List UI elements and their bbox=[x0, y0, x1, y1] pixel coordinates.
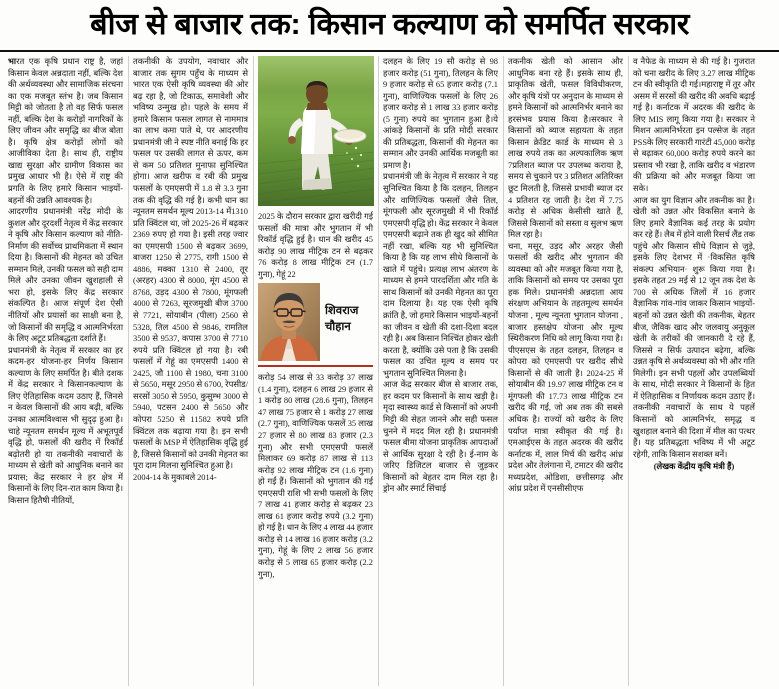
paragraph: करोड़ 54 लाख से 33 करोड़ 37 लाख (1.4 गुना), दलहन 6 लाख 29 हजार से 1 करोड़ 80 लाख (28.6 गुना), तिलहन 47 लाख 75 हजार से 1 करोड़ 27 लाख (2.7 गुना), वाणिज्यिक फसलें 35 लाख 27 हजार से 80 लाख 83 हजार (2.3 गुना) और सभी एमएसपी फसलें मिलाकर 69 करोड़ 87 लाख से 113 करोड़ 92 लाख मीट्रिक टन (1.6 गुना) हो गईं हैं। किसानों को भुगतान की गई एमएसपी राशि भी सभी फसलों के लिए 7 लाख 41 हजार करोड़ से बढ़कर 23 लाख 61 हजार करोड़ रुपये (3.2 गुना) हो गई है। धान के लिए 4 लाख 44 हजार करोड़ से 14 लाख 16 हजार करोड़ (3.2 गुना), गेहूं के लिए 2 लाख 56 हजार करोड़ से 5 लाख 65 हजार करोड़ (2.2 गुना), bbox=[258, 373, 373, 579]
paragraph: प्रधानमंत्री के नेतृत्व में सरकार का हर कदम-हर योजना-हर निर्णय किसान कल्याण के लिए समर्पित है। बीते दशक में केंद्र सरकार ने किसानकल्याण के लिए ऐतिहासिक कदम उठाए हैं, जिनसे न केवल किसानों की आय बढ़ी, बल्कि उनका आत्मविश्वास भी सुदृढ़ हुआ है। चाहे न्यूनतम समर्थन मूल्य में अभूतपूर्व वृद्धि हो, फसलों की खरीद में रिकॉर्ड बढ़ोतरी हो या तकनीकी नवाचारों के माध्यम से खेती को आधुनिक बनाने का प्रयास; केंद्र सरकार ने हर क्षेत्र में किसानों के लिए दिन-रात काम किया है। किसान हितैषी नीतियों, bbox=[8, 345, 123, 505]
paragraph: आज का युग विज्ञान और तकनीक का है। खेती को उन्नत और विकसित बनाने के लिए हमारे वैज्ञानिक कई तरह के प्रयोग कर रहे हैं। लैब में होने वाली रिसर्च लैंड तक पहुंचे और किसान सीधे विज्ञान से जुड़े, इसके लिए देशभर में ·विकसित कृषि संकल्प अभियान· शुरू किया गया है। इसके तहत 29 मई से 12 जून तक देश के 700 से अधिक जिलों में 16 हजार वैज्ञानिक गांव-गांव जाकर किसान भाइयों-बहनों को उन्नत खेती की तकनीक, बेहतर बीज, जैविक खाद और जलवायु अनुकूल खेती के तरीकों की जानकारी दे रहे हैं, जिससे न सिर्फ उत्पादन बढ़ेगा, बल्कि उन्नत कृषि से अर्थव्यवस्था को भी और गति मिलेगी। इन सभी पहलों और उपलब्धियों के साथ, मोदी सरकार ने किसानों के हित में ऐतिहासिक व निर्णायक कदम उठाए हैं। तकनीकी नवाचारों के साथ ये पहलें किसानों को आत्मनिर्भर, समृद्ध व खुशहाल बनाने की दिशा में मील का पत्थर हैं। यह प्रतिबद्धता भविष्य में भी अटूट रहेगी, ताकि किसान सशक्त बनें। bbox=[633, 195, 755, 459]
paragraph: 2004-14 के मुकाबले 2014- bbox=[133, 472, 217, 482]
headline-banner bbox=[0, 0, 779, 52]
author-name: शिवराज चौहान bbox=[325, 305, 359, 334]
paragraph: आदरणीय प्रधानमंत्री नरेंद्र मोदी के कुशल और दूरदर्शी नेतृत्व में केंद्र सरकार ने कृषि और किसान कल्याण को नीति-निर्माण की सर्वोच्च प्राथमिकता में स्थान दिया है। किसानों की मेहनत को उचित सम्मान मिले, उनकी फसल को सही दाम मिले और उनका जीवन खुशहाली से भरा हो, इसके लिए केंद्र सरकार संकल्पित है। आज संपूर्ण देश ऐसी नीतियों और प्रयासों का साक्षी बना है, जो किसानों की समृद्धि व आत्मनिर्भरता के लिए अटूट प्रतिबद्धता दर्शाते हैं। bbox=[8, 207, 123, 344]
column-6 bbox=[629, 56, 760, 686]
page-title: बीज से बाजार तक: किसान कल्याण को समर्पित सरकार bbox=[90, 8, 689, 42]
article-columns bbox=[4, 56, 775, 686]
author-credit-note: (लेखक केंद्रीय कृषि मंत्री हैं) bbox=[653, 462, 735, 472]
paragraph: 2025 के दौरान सरकार द्वारा खरीदी गई फसलों की मात्रा और भुगतान में भी रिकॉर्ड वृद्धि हुई है। धान की खरीद 45 करोड़ 90 लाख मीट्रिक टन से बढ़कर 76 करोड़ 8 लाख मीट्रिक टन (1.7 गुना), गेहूं 22 bbox=[258, 212, 373, 279]
paragraph: आज केंद्र सरकार बीज से बाजार तक, हर कदम पर किसानों के साथ खड़ी है। मृदा स्वास्थ्य कार्ड से किसानों को अपनी मिट्टी की सेहत जानने और सही फसल चुनने में मदद मिल रही है। प्रधानमंत्री फसल बीमा योजना प्राकृतिक आपदाओं से आर्थिक सुरक्षा दे रही है। ई-नाम के जरिए डिजिटल बाजार से जुड़कर किसानों को बेहतर दाम मिल रहा है। ड्रोन और स्मार्ट सिंचाई bbox=[383, 380, 498, 494]
paragraph: चना, मसूर, उड़द और अरहर जैसी फसलों की खरीद और भुगतान की व्यवस्था को और मजबूत किया गया है, ताकि किसानों को समय पर उसका पूरा हक मिले। प्रधानमंत्री अन्नदाता आय संरक्षण अभियान के तहतमूल्य समर्थन योजना , मूल्य न्यूनता भुगतान योजना , बाजार हस्तक्षेप योजना और मूल्य स्थिरीकरण निधि को लागू किया गया है। पीएसएस के तहत दलहन, तिलहन व कोपरा को एमएसपी पर खरीद सीधे किसानों से की जाती है। 2024-25 में सोयाबीन की 19.97 लाख मीट्रिक टन व मूंगफली की 17.73 लाख मीट्रिक टन खरीद की गई, जो अब तक की सबसे अधिक है। राज्यों को खरीद के लिए पर्याप्त मात्रा स्वीकृत की गई है। एमआईएस के तहत अदरक की खरीद कर्नाटक में, लाल मिर्च की खरीद आंध्र प्रदेश और तेलंगाना में, टमाटर की खरीद मध्यप्रदेश, ओडिशा, छत्तीसगढ़ और आंध्र प्रदेश में एनसीसीएफ bbox=[508, 241, 623, 494]
column-4 bbox=[379, 56, 504, 686]
paragraph: तकनीकी के उपयोग, नवाचार और बाजार तक सुगम पहुँच के माध्यम से भारत एक ऐसी कृषि व्यवस्था की ओर बढ़ रहा है, जो टिकाऊ, समावेशी और भविष्य उन्मुख हो। पहले के समय में हमारे किसान फसल लागत से नाममात्र का लाभ कमा पाते थे, पर आदरणीय प्रधानमंत्री जी ने स्पष्ट नीति बनाई कि हर फसल पर उसकी लागत से ऊपर, कम से कम 50 प्रतिशत मुनाफा सुनिश्चित होगा। आज खरीफ व रबी की प्रमुख फसलों के एमएसपी में 1.8 से 3.3 गुना तक की वृद्धि की गई है। कभी धान का न्यूनतम समर्थन मूल्य 2013-14 में1310 प्रति क्विंटल था, जो 2025-26 में बढ़कर 2369 रुपए हो गया है। इसी तरह ज्वार का एमएसपी 1500 से बढ़कर 3699, बाजरा 1250 से 2775, रागी 1500 से 4886, मक्का 1310 से 2400, तूर (अरहर) 4300 से 8000, मूंग 4500 से 8768, उड़द 4300 से 7800, मूंगफली 4000 से 7263, सूरजमुखी बीज 3700 से 7721, सोयाबीन (पीला) 2560 से 5328, तिल 4500 से 9846, रामतिल 3500 से 9537, कपास 3700 से 7710 रुपये प्रति क्विंटल हो गया है। रबी फसलों में गेहूं का एमएसपी 1400 से 2425, जौ 1100 से 1980, चना 3100 से 5650, मसूर 2950 से 6700, रेपसीड/सरसों 3050 से 5950, कुसुम्भ 3000 से 5940, पटसन 2400 से 5650 और कोपरा 5250 से 11582 रुपये प्रति क्विंटल तक बढ़ाया गया है। इन सभी फसलों के MSP में ऐतिहासिक वृद्धि हुई है, जिससे किसानों को उनकी मेहनत का पूरा दाम मिलना सुनिश्चित हुआ है। bbox=[133, 57, 248, 471]
column-1 bbox=[4, 56, 129, 686]
portrait-divider-rule bbox=[258, 365, 373, 367]
author-photo-block bbox=[258, 283, 373, 361]
column-5 bbox=[504, 56, 629, 686]
paragraph: भारत एक कृषि प्रधान राष्ट्र है, जहां किसान केवल अन्नदाता नहीं, बल्कि देश की अर्थव्यवस्था और सामाजिक संरचना का एक मजबूत स्तंभ है। जब किसान मिट्टी को जोतता है तो वह सिर्फ फसल नहीं, बल्कि देश के करोड़ों नागरिकों के लिए जीवन और समृद्धि का बीज बोता है। कृषि क्षेत्र करोड़ों लोगों को आजीविका देता है। साथ ही, राष्ट्रीय खाद्य सुरक्षा और ग्रामीण विकास का प्रमुख आधार भी है। ऐसे में राष्ट्र की प्रगति के लिए हमारे किसान भाइयों-बहनों की उन्नति आवश्यक है। bbox=[8, 57, 123, 205]
paragraph: प्रधानमंत्री जी के नेतृत्व में सरकार ने यह सुनिश्चित किया है कि दलहन, तिलहन और वाणिज्यिक फसलों जैसे तिल, मूंगफली और सूरजमुखी में भी रिकॉर्ड एमएसपी वृद्धि हो। केंद्र सरकार ने केवल एमएसपी बढ़ाने तक ही खुद को सीमित नहीं रखा, बल्कि यह भी सुनिश्चित किया है कि यह लाभ सीधे किसानों के खाते में पहुंचे। प्रत्यक्ष लाभ अंतरण के माध्यम से हमने पारदर्शिता और गति के साथ किसानों को उनकी मेहनत का पूरा दाम दिलाया है। यह एक ऐसी कृषि क्रांति है, जो हमारे किसान भाइयों-बहनों का जीवन व खेती की दशा-दिशा बदल रही है। अब किसान निश्चिंत होकर खेती करता है, क्योंकि उसे पता है कि उसकी फसल का उचित मूल्य व समय पर भुगतान सुनिश्चित मिलना है। bbox=[383, 172, 498, 378]
author-portrait-photo bbox=[258, 283, 320, 361]
paragraph: दलहन के लिए 19 सौ करोड़ से 98 हजार करोड़ (51 गुना), तिलहन के लिए 9 हजार करोड़ से 65 हजार करोड़ (7.1 गुना), वाणिज्यिक फसलों के लिए 26 हजार करोड़ से 1 लाख 33 हजार करोड़ (5 गुना) रुपये का भुगतान हुआ है।ये आंकड़े किसानों के प्रति मोदी सरकार की प्रतिबद्धता, किसानों की मेहनत का सम्मान और उनकी आर्थिक मजबूती का प्रमाण है। bbox=[383, 57, 498, 170]
farmer-sowing-photo bbox=[258, 56, 374, 206]
column-3 bbox=[254, 56, 379, 686]
paragraph: तकनीक खेती को आसान और आधुनिक बना रहे हैं। इसके साथ ही, प्राकृतिक खेती, फसल विविधीकरण, और कृषि यंत्रों पर अनुदान के माध्यम से हमने किसानों को आत्मनिर्भर बनाने का हरसंभव प्रयास किया है।सरकार ने किसानों को ब्याज सहायता के तहत किसान क्रेडिट कार्ड के माध्यम से 3 लाख रुपये तक का अल्पकालिक ऋण 7प्रतिशत ब्याज पर उपलब्ध कराया है, समय से चुकाने पर 3 प्रतिशत अतिरिक्त छूट मिलती है, जिससे प्रभावी ब्याज दर 4 प्रतिशत रह जाती है। देश में 7.75 करोड़ से अधिक केसीसी खाते हैं, जिससे किसानों को सस्ता व सुलभ ऋण मिल रहा है। bbox=[508, 57, 623, 240]
column-2 bbox=[129, 56, 254, 686]
paragraph: व नैफेड के माध्यम से की गई है। गुजरात को चना खरीद के लिए 3.27 लाख मीट्रिक टन की स्वीकृति दी गई।महाराष्ट्र में तूर और असम में सरसों की खरीद की अवधि बढ़ाई गई है। कर्नाटक में अदरक की खरीद के लिए MIS लागू किया गया है। सरकार ने मिशन आत्मनिर्भरता इन पल्सेज के तहत PSSके लिए सरकारी गारंटी 45,000 करोड़ से बढ़ाकर 60,000 करोड़ रुपये करने का प्रस्ताव भी रखा है, ताकि खरीद व भंडारण की प्रक्रिया को और मजबूत किया जा सके। bbox=[633, 57, 755, 194]
